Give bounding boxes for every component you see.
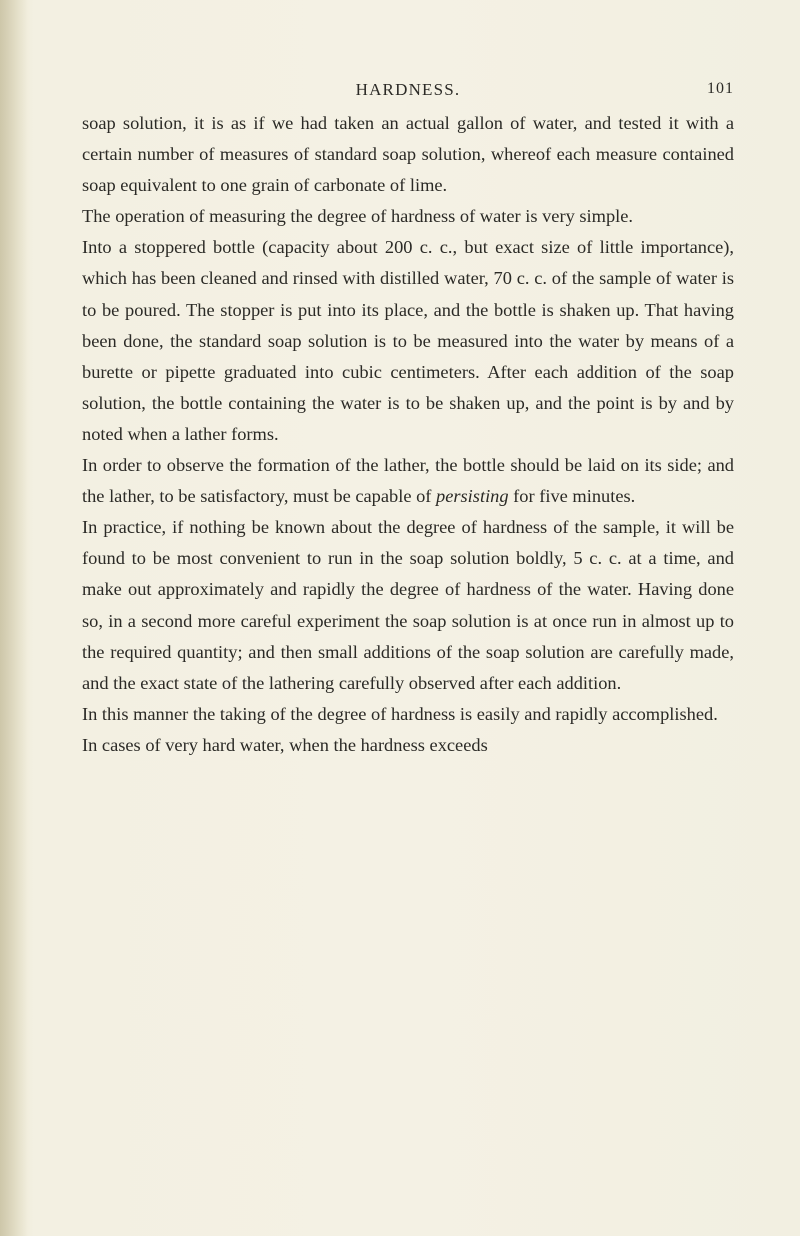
paragraph-7: In cases of very hard water, when the hardness exceeds: [82, 734, 488, 755]
paragraph-6: In this manner the taking of the degree of hardness is easily and rapidly accomplished.: [82, 703, 718, 724]
body-text: [82, 108, 734, 761]
paragraph-3: Into a stoppered bottle (capacity about 200 c. c., but exact size of little importance), which has been cleaned and rinsed with distilled water, 70 c. c. of the sample of water is to be poured. The stopper is put into its place, and the bottle is shaken up. That having been done, the standard soap solution is to be measured into the water by means of a burette or pipette graduated into cubic centimeters. After each addition of the soap solution, the bottle containing the water is to be shaken up, and the point is by and by noted when a lather forms.: [82, 237, 734, 444]
binding-shadow: [0, 0, 28, 1236]
page-number: 101: [707, 80, 734, 97]
paragraph-5: In practice, if nothing be known about the degree of hardness of the sample, it will be found to be most convenient to run in the soap solution boldly, 5 c. c. at a time, and make out approximately and rapidly the degree of hardness of the water. Having done so, in a second more careful experiment the soap solution is at once run in almost up to the required quantity; and then small additions of the soap solution are carefully made, and the exact state of the lathering carefully observed after each addition.: [82, 517, 734, 693]
running-head: [82, 80, 734, 106]
paragraph-4-after: for five minutes.: [508, 486, 636, 507]
header-title: HARDNESS.: [355, 80, 461, 99]
paragraph-4-before: In order to observe the formation of the lather, the bottle should be laid on its side; and the lather, to be satisfactory, must be capable of: [82, 455, 734, 507]
paragraph-4: [82, 450, 734, 512]
emphasis-persisting: persisting: [436, 486, 509, 507]
paragraph-1: soap solution, it is as if we had taken an actual gallon of water, and tested it with a certain number of measures of standard soap solution, whereof each measure contained soap equivalent to one grain of carbonate of lime.: [82, 113, 734, 196]
paragraph-2: The operation of measuring the degree of hardness of water is very simple.: [82, 206, 634, 227]
